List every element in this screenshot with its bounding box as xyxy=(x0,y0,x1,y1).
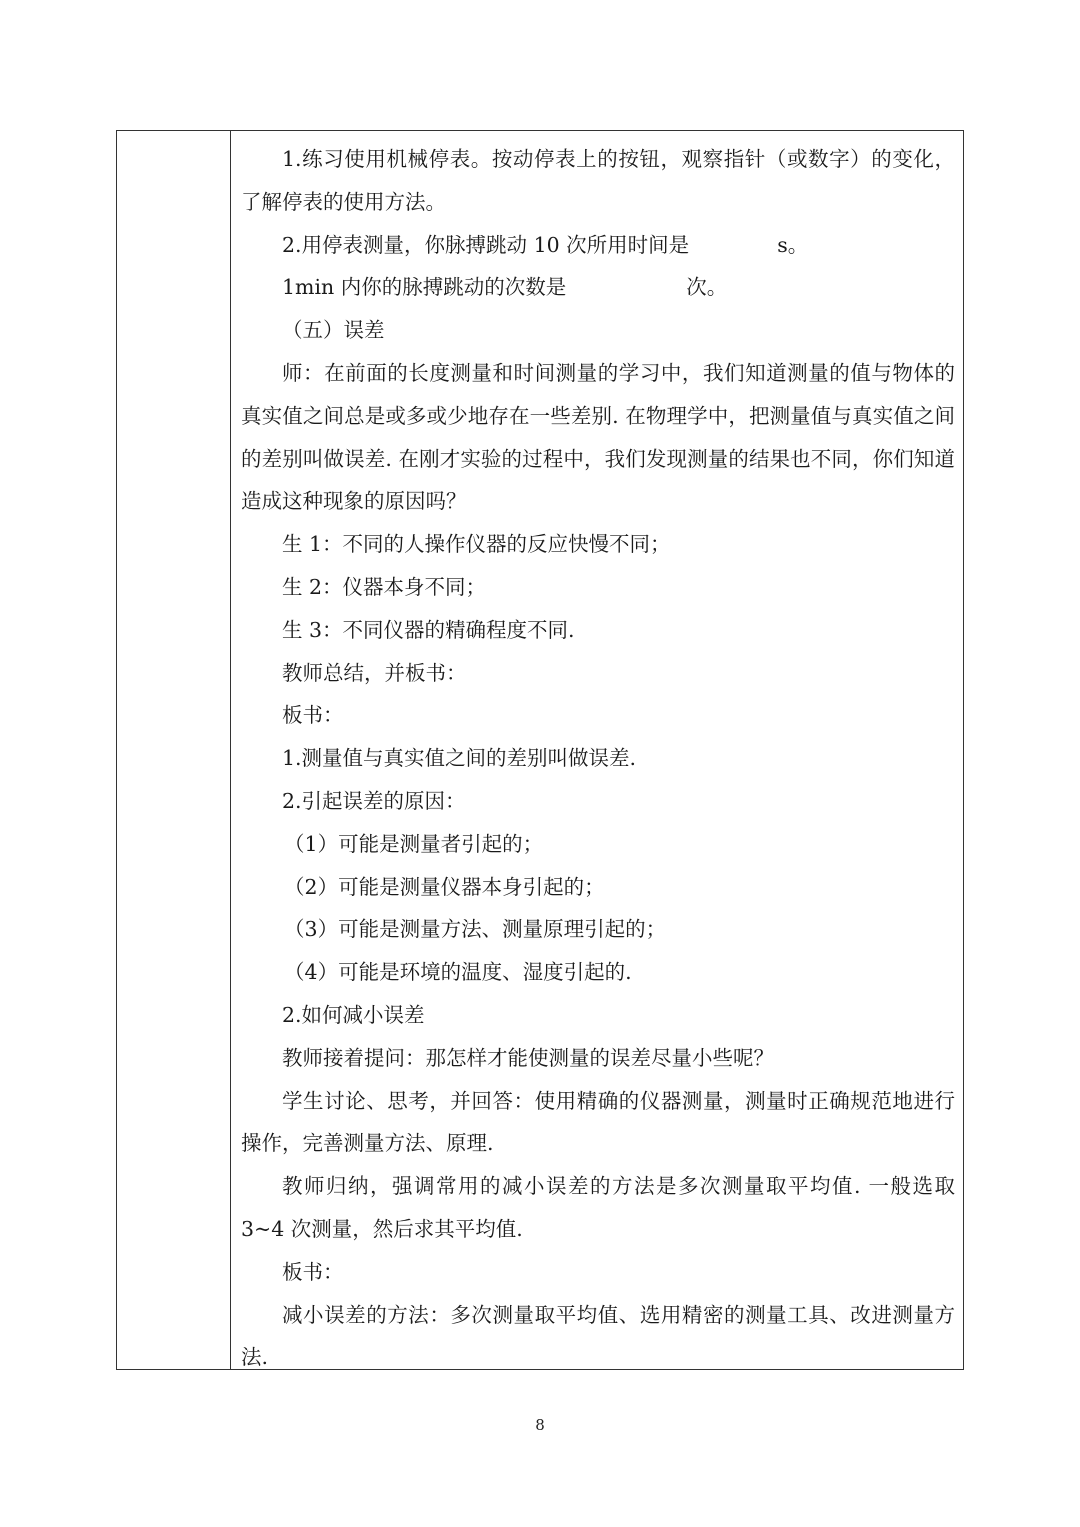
paragraph-student-2: 生 2：仪器本身不同； xyxy=(282,574,487,599)
q2-prefix: 2. xyxy=(282,232,302,257)
paragraph-teacher-intro: 师：在前面的长度测量和时间测量的学习中，我们知道测量的值与物体的真实值之间总是或多或少地存在一些差别. 在物理学中，把测量值与真实值之间的差别叫做误差. 在刚才实验的过程中，我们发现测量的结果也不同，你们知道造成这种现象的原因吗？ xyxy=(241,360,955,514)
paragraph-stopwatch-practice: 1.练习使用机械停表。按动停表上的按钮，观察指针（或数字）的变化，了解停表的使用方法。 xyxy=(241,147,955,214)
paragraph-reduce-error-methods: 减小误差的方法：多次测量取平均值、选用精密的测量工具、改进测量方法. xyxy=(241,1302,955,1370)
paragraph-board-label-2: 板书： xyxy=(282,1259,344,1284)
paragraph-student-3: 生 3：不同仪器的精确程度不同. xyxy=(282,617,575,642)
q3-text: 1min 内你的脉搏跳动的次数是 xyxy=(282,275,567,300)
page-number: 8 xyxy=(535,1416,545,1434)
paragraph-student-discussion: 学生讨论、思考，并回答：使用精确的仪器测量，测量时正确规范地进行操作，完善测量方法、原理. xyxy=(241,1088,955,1156)
paragraph-error-definition: 1.测量值与真实值之间的差别叫做误差. xyxy=(282,746,637,771)
paragraph-cause-4: （4）可能是环境的温度、湿度引起的. xyxy=(284,960,632,985)
q2-unit: s。 xyxy=(777,232,809,257)
q3-unit: 次。 xyxy=(686,275,728,300)
paragraph-error-causes: 2.引起误差的原因： xyxy=(282,788,466,813)
paragraph-cause-3: （3）可能是测量方法、测量原理引起的； xyxy=(284,917,667,942)
paragraph-reduce-error-heading: 2.如何减小误差 xyxy=(282,1002,425,1027)
paragraph-cause-2: （2）可能是测量仪器本身引起的； xyxy=(284,874,605,899)
q2-text: 用停表测量，你脉搏跳动 10 次所用时间是 xyxy=(301,232,690,257)
table-left-cell xyxy=(117,131,231,1369)
table-content-cell xyxy=(231,131,963,1369)
paragraph-cause-1: （1）可能是测量者引起的； xyxy=(284,831,544,856)
lesson-table xyxy=(116,130,964,1370)
paragraph-board-label-1: 板书： xyxy=(282,703,344,728)
paragraph-pulse-ten-beats xyxy=(241,224,955,267)
paragraph-teacher-question: 教师接着提问：那怎样才能使测量的误差尽量小些呢？ xyxy=(282,1045,774,1070)
paragraph-pulse-per-minute xyxy=(241,266,955,309)
section-heading-error: （五）误差 xyxy=(282,318,385,343)
paragraph-teacher-conclusion: 教师归纳，强调常用的减小误差的方法是多次测量取平均值. 一般选取 3~4 次测量，然后求其平均值. xyxy=(241,1174,955,1241)
paragraph-student-1: 生 1：不同的人操作仪器的反应快慢不同； xyxy=(282,532,671,557)
paragraph-teacher-summary: 教师总结，并板书： xyxy=(282,660,467,685)
